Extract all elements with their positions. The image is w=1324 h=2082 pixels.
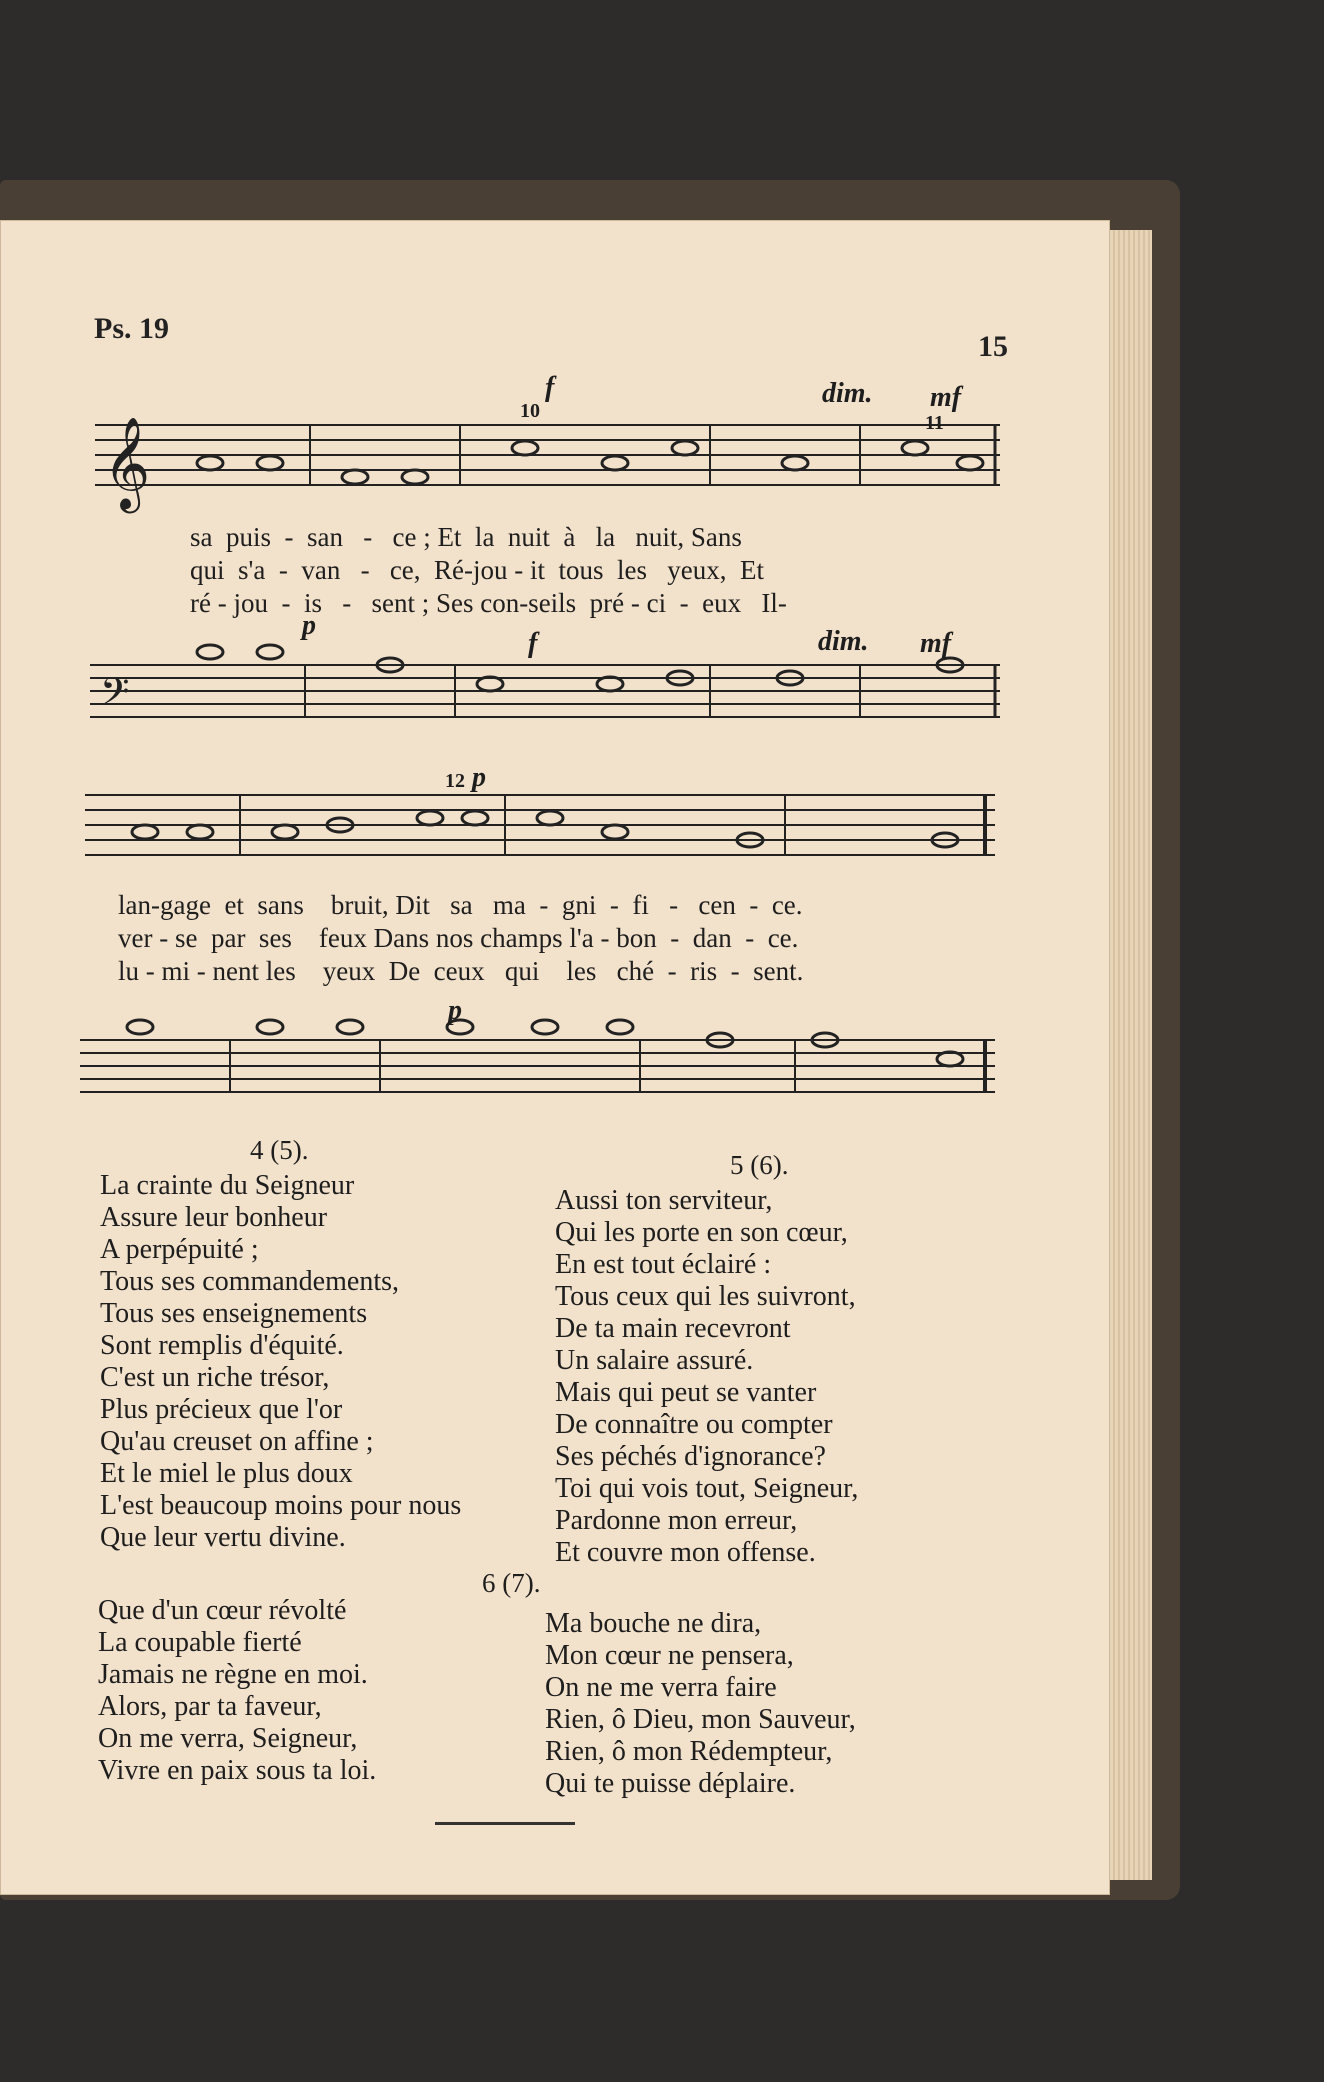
dynamic-dim: dim. <box>818 626 869 657</box>
verse-line: Alors, par ta faveur, <box>98 1691 322 1722</box>
verse-line: L'est beaucoup moins pour nous <box>100 1490 462 1521</box>
lyrics-line-3: ré - jou - is - sent ; Ses con-seils pré - ci - eux Il- <box>190 588 787 618</box>
dynamic-p: p <box>472 762 486 793</box>
verse-number: 4 (5). <box>250 1135 309 1165</box>
verse-line: Tous ses commandements, <box>100 1266 399 1297</box>
verse-line: C'est un riche trésor, <box>100 1362 330 1393</box>
verse-line: Et le miel le plus doux <box>100 1458 353 1489</box>
verse-line: Sont remplis d'équité. <box>100 1330 344 1361</box>
system2-treble-staff <box>85 780 1000 890</box>
verse-line: De connaître ou compter <box>555 1409 833 1440</box>
verse-line: Tous ses enseignements <box>100 1298 368 1329</box>
verse-line: Qu'au creuset on affine ; <box>100 1426 374 1457</box>
dynamic-mf: mf <box>930 382 962 413</box>
verse-line: Un salaire assuré. <box>555 1345 754 1376</box>
svg-text:𝄞: 𝄞 <box>103 416 151 509</box>
lyrics-line-2: qui s'a - van - ce, Ré-jou - it tous les yeux, Et <box>190 555 765 585</box>
verse-line: Que leur vertu divine. <box>100 1522 346 1553</box>
verse-line: Pardonne mon erreur, <box>555 1505 798 1536</box>
verse-number: 5 (6). <box>730 1150 789 1180</box>
verse-line: Ma bouche ne dira, <box>545 1608 762 1639</box>
lyrics-line-2: ver - se par ses feux Dans nos champs l'a - bon - dan - ce. <box>118 923 799 953</box>
verse-line: En est tout éclairé : <box>555 1249 772 1280</box>
dynamic-f: f <box>545 372 555 403</box>
dynamic-dim: dim. <box>822 378 873 409</box>
measure-number: 12 <box>445 770 465 792</box>
measure-number: 11 <box>925 412 944 434</box>
system1-treble-staff <box>95 405 1005 515</box>
verse-line: Qui te puisse déplaire. <box>545 1768 796 1799</box>
verse-6 <box>545 1608 856 1800</box>
lyrics-line-3: lu - mi - nent les yeux De ceux qui les ché - ris - sent. <box>118 956 804 986</box>
verse-5 <box>555 1185 858 1569</box>
verse-line: Jamais ne règne en moi. <box>98 1659 368 1690</box>
verse-line: La crainte du Seigneur <box>100 1170 355 1201</box>
verse-line: Ses péchés d'ignorance? <box>555 1441 826 1472</box>
lyrics-line-1: lan-gage et sans bruit, Dit sa ma - gni - fi - cen - ce. <box>118 890 803 920</box>
verse-4 <box>100 1170 461 1554</box>
verse-line: De ta main recevront <box>555 1313 791 1344</box>
dynamic-p: p <box>302 610 316 641</box>
verse-line: Toi qui vois tout, Seigneur, <box>555 1473 859 1504</box>
verse-line: Et couvre mon offense. <box>555 1537 816 1568</box>
verse-line: Mais qui peut se vanter <box>555 1377 817 1408</box>
svg-text:𝄢: 𝄢 <box>100 669 130 723</box>
verse-line: Mon cœur ne pensera, <box>545 1640 794 1671</box>
verse-line: Vivre en paix sous ta loi. <box>98 1755 377 1786</box>
page-number: 15 <box>978 330 1008 363</box>
verse-line: A perpépuité ; <box>100 1234 259 1265</box>
verse-line: Assure leur bonheur <box>100 1202 328 1233</box>
verse-line: Qui les porte en son cœur, <box>555 1217 848 1248</box>
verse-line: On me verra, Seigneur, <box>98 1723 358 1754</box>
verse-line: Rien, ô mon Rédempteur, <box>545 1736 833 1767</box>
page-edges <box>1110 230 1152 1880</box>
verse-line: Que d'un cœur révolté <box>98 1595 347 1626</box>
measure-number: 10 <box>520 400 540 422</box>
psalm-number: Ps. 19 <box>94 312 169 345</box>
lyrics-line-1: sa puis - san - ce ; Et la nuit à la nuit, Sans <box>190 522 742 552</box>
dynamic-mf: mf <box>920 628 952 659</box>
system2-bass-staff <box>80 995 1000 1115</box>
verse-line: Aussi ton serviteur, <box>555 1185 773 1216</box>
verse-line: Tous ceux qui les suivront, <box>555 1281 856 1312</box>
verse-line: Rien, ô Dieu, mon Sauveur, <box>545 1704 856 1735</box>
dynamic-p: p <box>448 995 462 1026</box>
verse-4-continued <box>98 1595 376 1787</box>
verse-line: On ne me verra faire <box>545 1672 777 1703</box>
closing-rule <box>435 1822 575 1825</box>
verse-line: Plus précieux que l'or <box>100 1394 343 1425</box>
verse-line: La coupable fierté <box>98 1627 302 1658</box>
dynamic-f: f <box>528 628 538 659</box>
verse-number: 6 (7). <box>482 1568 541 1598</box>
